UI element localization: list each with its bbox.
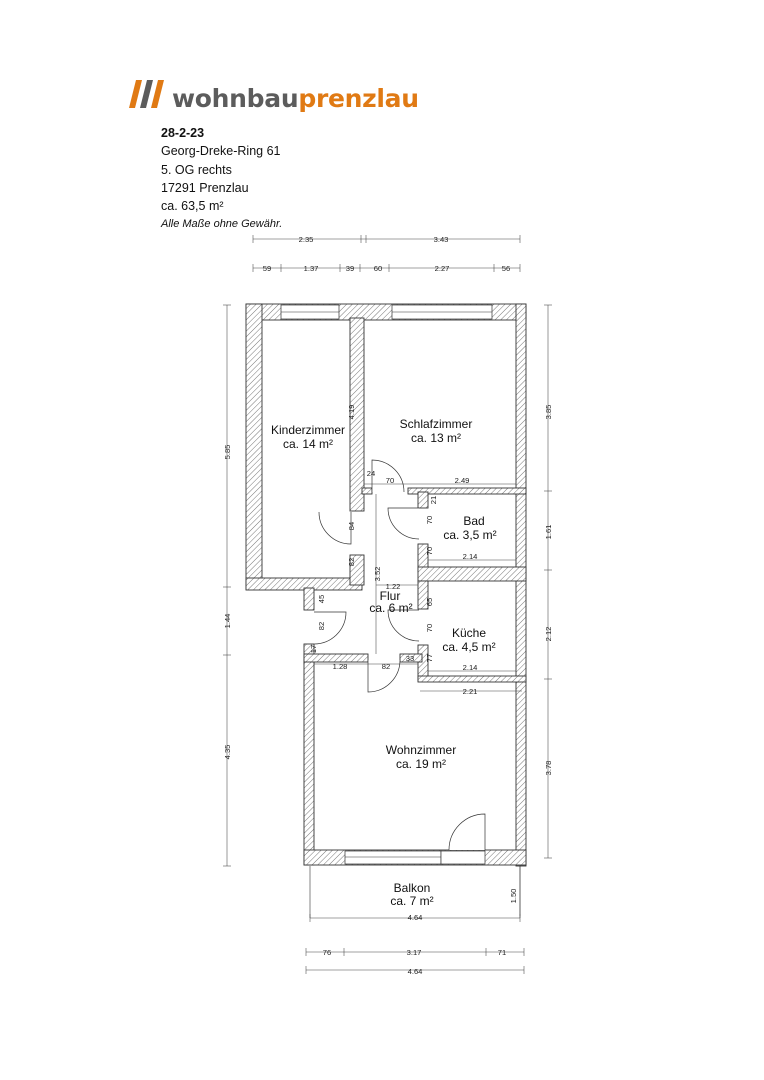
room-kueche-area: ca. 4,5 m² [442, 640, 496, 654]
dim-kueche-2-21: 2.21 [462, 687, 478, 696]
dim-bottom-4-64: 4.64 [407, 967, 423, 976]
dim-right-1-50: 1.50 [509, 888, 518, 904]
dim-top-1-37: 1.37 [303, 264, 319, 273]
dim-top-3-43: 3.43 [433, 235, 449, 244]
room-flur-area: ca. 6 m² [369, 601, 413, 615]
dim-kinder-4-19: 4.19 [347, 404, 356, 420]
room-schlafzimmer-area: ca. 13 m² [410, 431, 462, 445]
dim-24: 24 [366, 469, 376, 478]
room-bad-name: Bad [463, 514, 485, 528]
dim-kueche-70: 70 [425, 623, 434, 633]
address-city: 17291 Prenzlau [161, 180, 249, 195]
address-street: Georg-Dreke-Ring 61 [161, 144, 281, 159]
room-wohnzimmer-area: ca. 19 m² [395, 757, 447, 771]
top-dimensions [253, 235, 520, 273]
logo-word-2: prenzlau [298, 84, 419, 113]
dim-84: 84 [347, 521, 356, 531]
room-balkon-name: Balkon [393, 881, 431, 895]
dim-right-3-78: 3.78 [544, 760, 553, 776]
property-code: 28-2-23 [161, 126, 205, 140]
dim-70-schlaf: 70 [385, 476, 395, 485]
dim-balcony-4-64: 4.64 [407, 913, 423, 922]
dim-top-60: 60 [373, 264, 383, 273]
dim-bad-70b: 70 [425, 546, 434, 556]
room-balkon-area: ca. 7 m² [390, 894, 434, 908]
total-area: ca. 63,5 m² [161, 199, 224, 214]
dim-left-1-44: 1.44 [223, 613, 232, 629]
dim-82-entrance: 82 [317, 621, 326, 631]
room-bad-area: ca. 3,5 m² [443, 528, 497, 542]
dim-3-52: 3.52 [373, 566, 382, 582]
dim-right-2-12: 2.12 [544, 626, 553, 642]
dim-33: 33 [405, 654, 415, 663]
dim-bottom-3-17: 3.17 [406, 948, 422, 957]
dim-top-56: 56 [501, 264, 511, 273]
floor-position: 5. OG rechts [161, 162, 232, 177]
dim-82-kinder: 82 [347, 557, 356, 567]
dim-bottom-76: 76 [322, 948, 332, 957]
dim-45: 45 [317, 594, 326, 604]
room-kueche-name: Küche [451, 626, 487, 640]
dim-right-1-61: 1.61 [544, 524, 553, 540]
door-balkon [449, 814, 485, 850]
dim-65: 65 [425, 597, 434, 607]
room-kinderzimmer-name: Kinderzimmer [270, 423, 346, 437]
dim-top-2-35: 2.35 [298, 235, 314, 244]
logo-word-1: wohnbau [172, 84, 299, 113]
dim-82-wohn: 82 [381, 662, 391, 671]
dim-top-2-27: 2.27 [434, 264, 450, 273]
room-wohnzimmer-name: Wohnzimmer [385, 743, 457, 757]
dim-bottom-71: 71 [497, 948, 507, 957]
dim-bad-70a: 70 [425, 515, 434, 525]
bottom-dimensions [306, 948, 524, 976]
dim-2-49: 2.49 [454, 476, 470, 485]
left-dimensions [223, 305, 232, 866]
dim-kueche-2-14: 2.14 [462, 663, 478, 672]
disclaimer: Alle Maße ohne Gewähr. [161, 218, 283, 231]
dim-right-3-85: 3.85 [544, 404, 553, 420]
dim-left-4-35: 4.35 [223, 744, 232, 760]
room-flur-name: Flur [379, 589, 401, 603]
dim-1-28: 1.28 [332, 662, 348, 671]
room-kinderzimmer-area: ca. 14 m² [282, 437, 334, 451]
dim-top-59: 59 [262, 264, 272, 273]
dim-17: 17 [309, 644, 318, 654]
dim-top-39: 39 [345, 264, 355, 273]
dim-left-5-85: 5.85 [223, 444, 232, 460]
dim-1-22: 1.22 [385, 582, 401, 591]
dim-kueche-77: 77 [425, 653, 434, 663]
dim-bad-2-14: 2.14 [462, 552, 478, 561]
room-schlafzimmer-name: Schlafzimmer [399, 417, 473, 431]
dim-21: 21 [429, 495, 438, 505]
door-bad [388, 508, 419, 539]
